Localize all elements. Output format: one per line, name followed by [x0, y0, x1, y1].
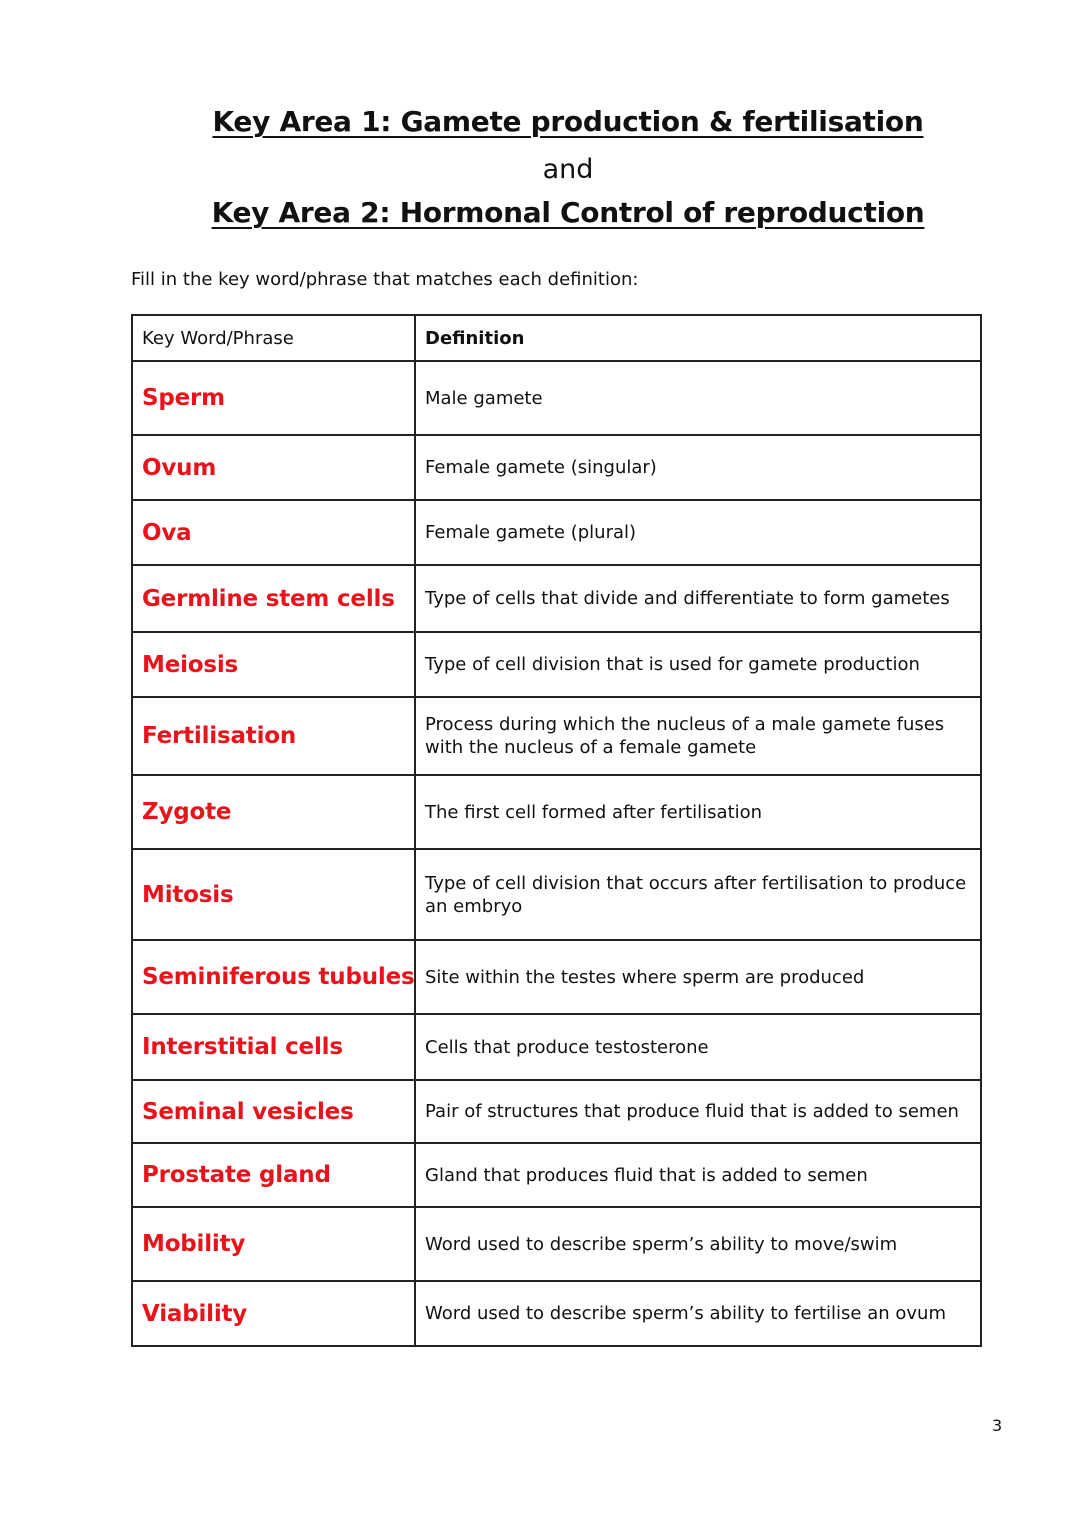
definition-cell: Pair of structures that produce fluid that is added to semen: [415, 1080, 981, 1143]
key-word-cell[interactable]: Seminiferous tubules: [132, 940, 415, 1014]
key-word-cell[interactable]: Germline stem cells: [132, 565, 415, 632]
key-word-cell[interactable]: Zygote: [132, 775, 415, 849]
definition-cell: The first cell formed after fertilisation: [415, 775, 981, 849]
table-row: [132, 565, 981, 632]
definition-cell: Site within the testes where sperm are produced: [415, 940, 981, 1014]
key-word-cell[interactable]: Prostate gland: [132, 1143, 415, 1207]
table-row: [132, 1014, 981, 1080]
definition-cell: Process during which the nucleus of a male gamete fuses with the nucleus of a female gamete: [415, 697, 981, 775]
key-word-cell[interactable]: Viability: [132, 1281, 415, 1346]
key-word-cell[interactable]: Seminal vesicles: [132, 1080, 415, 1143]
page-number: 3: [992, 1416, 1003, 1435]
table-row: [132, 632, 981, 697]
definition-cell: Type of cell division that is used for gamete production: [415, 632, 981, 697]
title-conjunction: and: [542, 154, 594, 185]
key-word-cell[interactable]: Interstitial cells: [132, 1014, 415, 1080]
table-row: [132, 1207, 981, 1281]
key-area-1-title: Key Area 1: Gamete production & fertilisation: [212, 105, 924, 138]
table-row: [132, 1281, 981, 1346]
table-row: [132, 1143, 981, 1207]
definition-cell: Female gamete (singular): [415, 435, 981, 500]
table-row: [132, 500, 981, 565]
key-word-cell[interactable]: Mobility: [132, 1207, 415, 1281]
key-word-cell[interactable]: Ovum: [132, 435, 415, 500]
key-word-cell[interactable]: Fertilisation: [132, 697, 415, 775]
column-header-keyword: Key Word/Phrase: [132, 315, 415, 361]
definition-cell: Type of cells that divide and differentiate to form gametes: [415, 565, 981, 632]
definition-cell: Male gamete: [415, 361, 981, 435]
table-row: [132, 361, 981, 435]
key-word-cell[interactable]: Ova: [132, 500, 415, 565]
definition-cell: Word used to describe sperm’s ability to fertilise an ovum: [415, 1281, 981, 1346]
table-row: [132, 1080, 981, 1143]
table-row: [132, 775, 981, 849]
definition-cell: Cells that produce testosterone: [415, 1014, 981, 1080]
key-word-cell[interactable]: Sperm: [132, 361, 415, 435]
table-row: [132, 849, 981, 940]
keyword-table: [131, 314, 982, 1347]
definition-cell: Word used to describe sperm’s ability to move/swim: [415, 1207, 981, 1281]
column-header-definition: Definition: [415, 315, 981, 361]
instruction-text: Fill in the key word/phrase that matches each definition:: [131, 269, 639, 290]
definition-cell: Female gamete (plural): [415, 500, 981, 565]
table-row: [132, 940, 981, 1014]
table-header-row: [132, 315, 981, 361]
definition-cell: Type of cell division that occurs after fertilisation to produce an embryo: [415, 849, 981, 940]
key-word-cell[interactable]: Mitosis: [132, 849, 415, 940]
key-area-2-title: Key Area 2: Hormonal Control of reproduction: [211, 196, 925, 229]
table-row: [132, 435, 981, 500]
definition-cell: Gland that produces fluid that is added to semen: [415, 1143, 981, 1207]
table-row: [132, 697, 981, 775]
key-word-cell[interactable]: Meiosis: [132, 632, 415, 697]
